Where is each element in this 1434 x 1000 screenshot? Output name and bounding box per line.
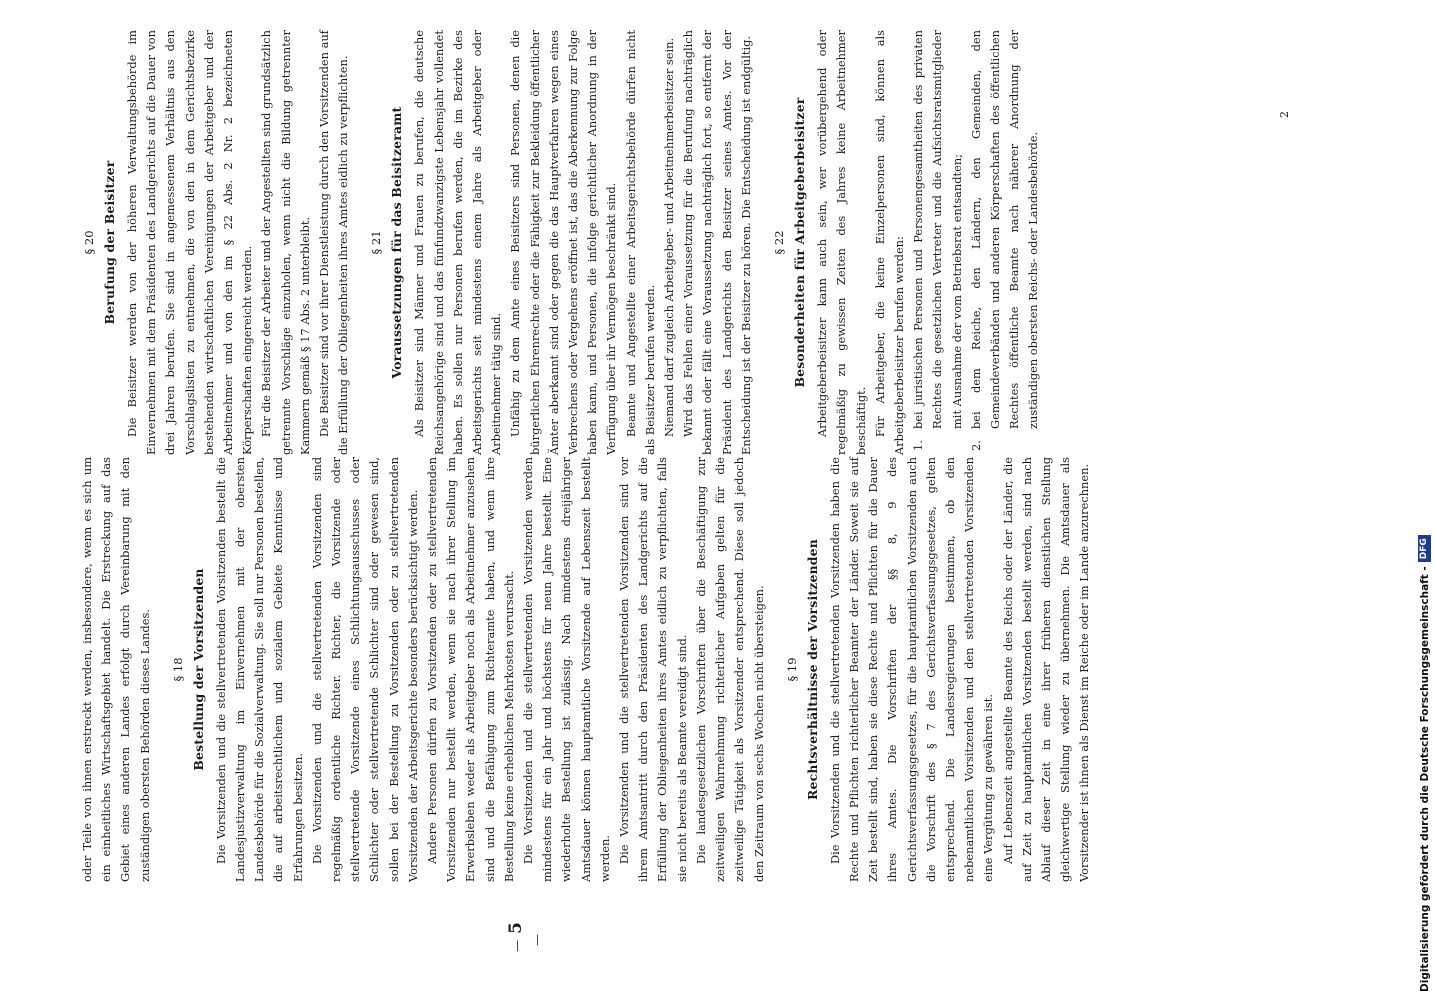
list-text: bei juristischen Personen und Personengesamtheiten des privaten Rechtes die gesetzlichen Vertreter und die Aufsichtsratsmitglieder mit Ausnahme der vom Betriebsrat entsandten;	[911, 30, 964, 429]
paragraph: Die landesgesetzlichen Vorschriften über die Beschäftigung zur zeitweiligen Wahrnehmung richterlicher Aufgaben gelten für die zeitweilige Tätigkeit als Vorsitzender entsprechend. Diese soll jedoch den Zeitraum von sechs Wochen nicht übersteigen.	[693, 457, 766, 882]
paragraph: Niemand darf zugleich Arbeitgeber- und Arbeitnehmerbeisitzer sein.	[662, 37, 677, 437]
section-heading-19: Rechtsverhältnisse der Vorsitzenden	[804, 539, 820, 800]
section-number-21: § 21	[369, 230, 384, 255]
paragraph: Für die Beisitzer der Arbeiter und der Angestellten sind grundsätzlich getrennte Vorschläge einzuholen, wenn nicht die Bildung getrennter Kammern gemäß § 17 Abs. 2 unterbleibt.	[259, 30, 312, 455]
paragraph: Als Beisitzer sind Männer und Frauen zu berufen, die deutsche Reichsangehörige sind und das fünfundzwanzigste Lebensjahr vollendet haben. Es sollen nur Personen berufen werden, die im Bezirke des Arbeitsgerichts seit mindestens einem Jahre als Arbeitgeber oder Arbeitnehmer tätig sind.	[412, 30, 504, 455]
paragraph: Wird das Fehlen einer Voraussetzung für die Berufung nachträglich bekannt oder fällt eine Voraussetzung nachträglich fort, so entfernt der Präsident des Landgerichts den Beisitzer seines Amtes. Vor der Entscheidung ist der Beisitzer zu hören. Die Entscheidung ist endgültig.	[681, 30, 753, 455]
paragraph: Die Vorsitzenden und die stellvertretenden Vorsitzenden sind vor ihrem Amtsantritt durch den Präsidenten des Landgerichts auf die Erfüllung der Obliegenheiten ihres Amtes eidlich zu verpflichten, falls sie nicht bereits als Beamte vereidigt sind.	[617, 457, 689, 882]
paragraph: Arbeitgeberbeisitzer kann auch sein, wer vorübergehend oder regelmäßig zu gewissen Zeiten des Jahres keine Arbeitnehmer beschäftigt.	[815, 30, 868, 455]
paragraph: Die Beisitzer sind vor ihrer Dienstleistung durch den Vorsitzenden auf die Erfüllung der Obliegenheiten ihres Amtes eidlich zu verpflichten.	[317, 30, 351, 455]
right-column	[80, 30, 1044, 455]
paragraph: Die Vorsitzenden und die stellvertretenden Vorsitzenden werden mindestens für ein Jahr und höchstens für neun Jahre bestellt. Eine wiederholte Bestellung ist zulässig. Nach mindestens dreijähriger Amtsdauer können hauptamtliche Vorsitzende auf Lebenszeit bestellt werden.	[521, 457, 612, 882]
section-number-22: § 22	[772, 230, 787, 255]
signature-mark: 2	[1278, 111, 1291, 118]
intro-paragraph: oder Teile von ihnen erstreckt werden, insbesondere, wenn es sich um ein einheitliches Wirtschaftsgebiet handelt. Die Erstreckung auf das Gebiet eines anderen Landes erfolgt durch Vereinbarung mit den zuständigen obersten Behörden dieses Landes.	[80, 457, 152, 882]
digitization-credit	[1418, 0, 1431, 992]
paragraph: Die Vorsitzenden und die stellvertretenden Vorsitzenden sind regelmäßig ordentliche Richter. Richter, die Vorsitzende oder stellvertretende Vorsitzende eines Schlichtungsausschusses oder Schlichter oder stellvertretende Schlichter sind oder gewesen sind, sollen bei der Bestellung zu Vorsitzenden oder zu stellvertretenden Vorsitzenden der Arbeitsgerichte besonders berücksichtigt werden.	[309, 457, 420, 882]
paragraph: Unfähig zu dem Amte eines Beisitzers sind Personen, denen die bürgerlichen Ehrenrechte oder die Fähigkeit zur Bekleidung öffentlicher Ämter aberkannt sind oder gegen die das Hauptverfahren wegen eines Verbrechens oder Vergehens eröffnet ist, das die Aberkennung zur Folge haben kann, und Personen, die infolge gerichtlicher Anordnung in der Verfügung über ihr Vermögen beschränkt sind.	[508, 30, 619, 455]
section-heading-22: Besonderheiten für Arbeitgeberbeisitzer	[792, 97, 808, 388]
section-number-18: § 18	[170, 657, 185, 682]
paragraph: Die Beisitzer werden von der höheren Verwaltungsbehörde im Einvernehmen mit dem Präsidenten des Landgerichts auf die Dauer von drei Jahren berufen. Sie sind in angemessenem Verhältnis aus den Vorschlagslisten zu entnehmen, die von den in dem Gerichtsbezirke bestehenden wirtschaftlichen Vereinigungen der Arbeitgeber und der Arbeitnehmer und von den im § 22 Abs. 2 Nr. 2 bezeichneten Körperschaften eingereicht werden.	[125, 30, 255, 455]
paragraph: Auf Lebenszeit angestellte Beamte des Reichs oder der Länder, die auf Zeit zu hauptamtlichen Vorsitzenden bestellt werden, sind nach Ablauf dieser Zeit in eine ihrer früheren dienstlichen Stellung gleichwertige Stellung wieder zu übernehmen. Die Amtsdauer als Vorsitzender ist ihnen als Dienst im Reiche oder im Lande anzurechnen.	[1000, 457, 1092, 882]
paragraph: Die Vorsitzenden und die stellvertretenden Vorsitzenden bestellt die Landesjustizverwaltung im Einvernehmen mit der obersten Landesbehörde für die Sozialverwaltung. Sie soll nur Personen bestellen, die auf arbeitsrechtlichem und sozialem Gebiete Kenntnisse und Erfahrungen besitzen.	[213, 457, 305, 882]
list-item	[967, 30, 1044, 455]
section-heading-18: Bestellung der Vorsitzenden	[190, 568, 206, 771]
paragraph: Beamte und Angestellte einer Arbeitsgerichtsbehörde dürfen nicht als Beisitzer berufen werden.	[623, 30, 657, 455]
enumerated-list	[909, 30, 1043, 455]
section-number-20: § 20	[82, 230, 96, 255]
section-heading-20: Berufung der Beisitzer	[102, 160, 117, 325]
credit-text: Digitalisierung gefördert durch die Deutsche Forschungsgemeinschaft -	[1418, 566, 1431, 992]
dfg-logo: DFG	[1418, 535, 1431, 562]
list-number: 1.	[911, 440, 926, 451]
paragraph: Für Arbeitgeber, die keine Einzelpersonen sind, können als Arbeitgeberbeisitzer berufen werden:	[872, 30, 906, 455]
paragraph: Andere Personen dürfen zu Vorsitzenden oder zu stellvertretenden Vorsitzenden nur bestellt werden, wenn sie nach ihrer Stellung im Erwerbsleben weder als Arbeitgeber noch als Arbeitnehmer anzusehen sind und die Befähigung zum Richteramte haben, und wenn ihre Bestellung keine erheblichen Mehrkosten verursacht.	[425, 457, 516, 882]
list-text: bei dem Reiche, den Ländern, den Gemeinden, den Gemeindeverbänden und anderen Körperschaften des öffentlichen Rechtes öffentliche Beamte nach näherer Anordnung der zuständigen obersten Reichs- oder Landesbehörde.	[968, 30, 1041, 429]
paragraph: Die Vorsitzenden und die stellvertretenden Vorsitzenden haben die Rechte und Pflichten richterlicher Beamter der Länder. Soweit sie auf Zeit bestellt sind, haben sie diese Rechte und Pflichten für die Dauer ihres Amtes. Die Vorschriften der §§ 8, 9 des Gerichtsverfassungsgesetzes, für die hauptamtlichen Vorsitzenden auch die Vorschrift des § 7 des Gerichtsverfassungsgesetzes, gelten entsprechend. Die Landesregierungen bestimmen, ob den nebenamtlichen Vorsitzenden und den stellvertretenden Vorsitzenden eine Vergütung zu gewähren ist.	[827, 457, 996, 882]
left-column	[78, 457, 1095, 882]
list-item	[909, 30, 967, 455]
list-number: 2.	[968, 440, 983, 451]
section-number-19: § 19	[784, 657, 799, 682]
page-number: —5—	[506, 922, 544, 952]
section-heading-21: Voraussetzungen für das Beisitzeramt	[389, 106, 405, 379]
